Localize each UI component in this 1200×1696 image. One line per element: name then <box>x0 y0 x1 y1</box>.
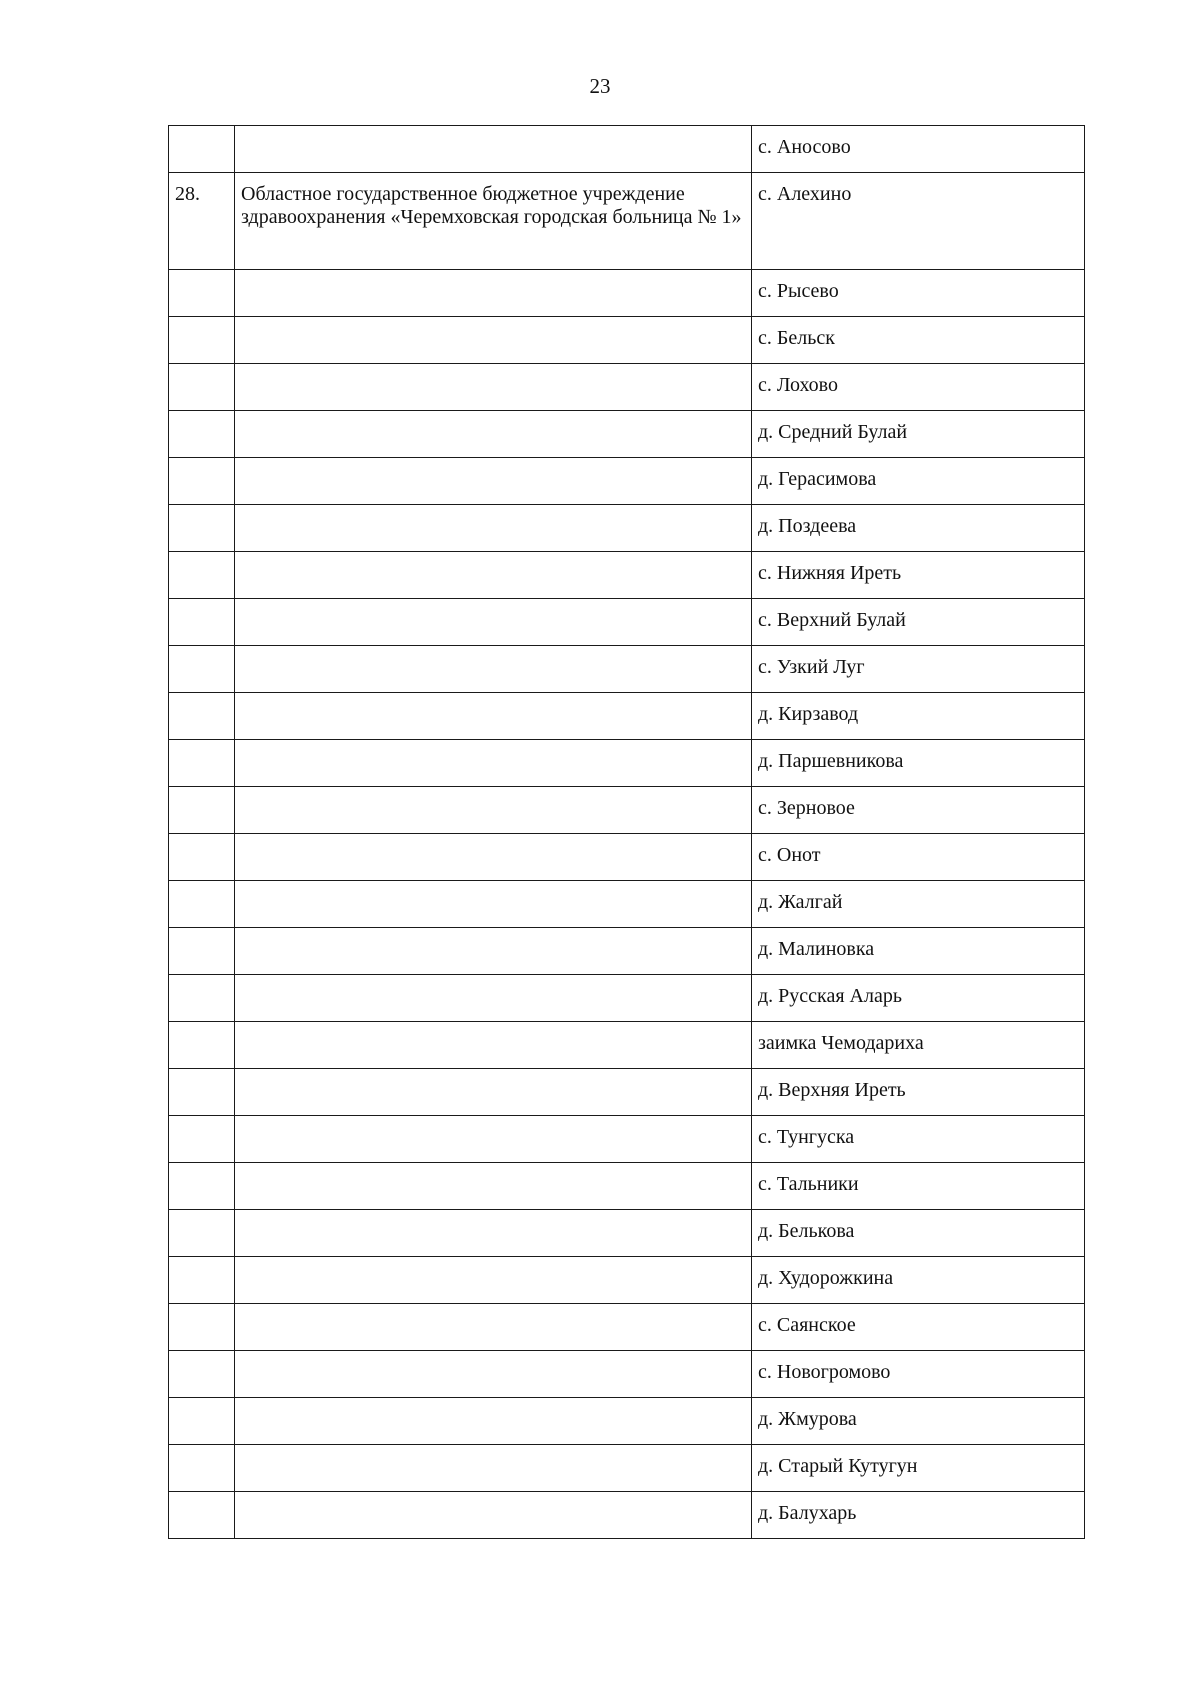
row-number-cell <box>169 317 235 364</box>
organization-cell <box>235 505 752 552</box>
table-row <box>169 1351 1085 1398</box>
settlement-cell: д. Паршевникова <box>752 740 1085 787</box>
settlement-cell: д. Верхняя Иреть <box>752 1069 1085 1116</box>
page-number: 23 <box>589 74 611 98</box>
organization-cell <box>235 1116 752 1163</box>
table-row <box>169 646 1085 693</box>
settlement-cell: с. Лохово <box>752 364 1085 411</box>
row-number-cell <box>169 552 235 599</box>
settlement-cell: д. Белькова <box>752 1210 1085 1257</box>
settlement-cell: с. Алехино <box>752 173 1085 270</box>
table-row <box>169 1163 1085 1210</box>
row-number-cell <box>169 364 235 411</box>
row-number-cell: 28. <box>169 173 235 270</box>
organization-cell <box>235 1398 752 1445</box>
table-row <box>169 458 1085 505</box>
settlement-cell: заимка Чемодариха <box>752 1022 1085 1069</box>
organization-cell <box>235 646 752 693</box>
settlement-cell: с. Онот <box>752 834 1085 881</box>
organization-cell <box>235 1445 752 1492</box>
row-number-cell <box>169 834 235 881</box>
settlement-cell: с. Аносово <box>752 126 1085 173</box>
organization-cell <box>235 270 752 317</box>
settlement-cell: с. Бельск <box>752 317 1085 364</box>
organization-cell <box>235 693 752 740</box>
row-number-cell <box>169 740 235 787</box>
table-body <box>169 126 1085 1539</box>
settlement-cell: с. Узкий Луг <box>752 646 1085 693</box>
settlement-cell: д. Кирзавод <box>752 693 1085 740</box>
settlement-cell: с. Саянское <box>752 1304 1085 1351</box>
settlement-cell: д. Герасимова <box>752 458 1085 505</box>
row-number-cell <box>169 693 235 740</box>
table-row <box>169 881 1085 928</box>
row-number-cell <box>169 458 235 505</box>
table-row <box>169 1069 1085 1116</box>
row-number-cell <box>169 1398 235 1445</box>
row-number-cell <box>169 1163 235 1210</box>
organization-cell <box>235 1022 752 1069</box>
settlement-cell: с. Нижняя Иреть <box>752 552 1085 599</box>
table-row <box>169 928 1085 975</box>
row-number-cell <box>169 599 235 646</box>
row-number-cell <box>169 928 235 975</box>
organization-cell <box>235 1351 752 1398</box>
organization-cell <box>235 928 752 975</box>
table-row <box>169 1304 1085 1351</box>
organization-cell <box>235 364 752 411</box>
organization-cell <box>235 599 752 646</box>
table-row <box>169 173 1085 270</box>
table-row <box>169 1210 1085 1257</box>
row-number-cell <box>169 1304 235 1351</box>
settlement-cell: с. Рысево <box>752 270 1085 317</box>
settlement-cell: д. Средний Булай <box>752 411 1085 458</box>
settlement-cell: с. Зерновое <box>752 787 1085 834</box>
organization-cell <box>235 787 752 834</box>
organization-cell <box>235 1069 752 1116</box>
table-row <box>169 787 1085 834</box>
settlement-cell: д. Жалгай <box>752 881 1085 928</box>
row-number-cell <box>169 126 235 173</box>
settlement-cell: с. Новогромово <box>752 1351 1085 1398</box>
table-row <box>169 740 1085 787</box>
table-row <box>169 411 1085 458</box>
table-row <box>169 1022 1085 1069</box>
table-row <box>169 834 1085 881</box>
organization-cell <box>235 1257 752 1304</box>
settlement-cell: д. Старый Кутугун <box>752 1445 1085 1492</box>
row-number-cell <box>169 1116 235 1163</box>
row-number-cell <box>169 1492 235 1539</box>
settlements-table <box>168 125 1085 1539</box>
row-number-cell <box>169 881 235 928</box>
settlement-cell: д. Малиновка <box>752 928 1085 975</box>
table-row <box>169 364 1085 411</box>
table-row <box>169 599 1085 646</box>
organization-cell <box>235 1163 752 1210</box>
settlement-cell: д. Поздеева <box>752 505 1085 552</box>
table-row <box>169 1116 1085 1163</box>
table-row <box>169 975 1085 1022</box>
row-number-cell <box>169 975 235 1022</box>
table-row <box>169 693 1085 740</box>
row-number-cell <box>169 1445 235 1492</box>
table-row <box>169 126 1085 173</box>
row-number-cell <box>169 646 235 693</box>
organization-cell <box>235 552 752 599</box>
table-row <box>169 1398 1085 1445</box>
row-number-cell <box>169 1351 235 1398</box>
table-row <box>169 1445 1085 1492</box>
settlement-cell: с. Верхний Булай <box>752 599 1085 646</box>
organization-cell <box>235 458 752 505</box>
organization-cell <box>235 881 752 928</box>
settlement-cell: д. Русская Аларь <box>752 975 1085 1022</box>
table-row <box>169 317 1085 364</box>
table-row <box>169 1492 1085 1539</box>
settlement-cell: д. Худорожкина <box>752 1257 1085 1304</box>
organization-cell <box>235 740 752 787</box>
settlement-cell: с. Тальники <box>752 1163 1085 1210</box>
row-number-cell <box>169 787 235 834</box>
organization-cell <box>235 1210 752 1257</box>
row-number-cell <box>169 270 235 317</box>
organization-cell <box>235 317 752 364</box>
organization-cell <box>235 411 752 458</box>
row-number-cell <box>169 411 235 458</box>
organization-cell <box>235 975 752 1022</box>
organization-cell <box>235 1492 752 1539</box>
table-row <box>169 270 1085 317</box>
organization-cell <box>235 126 752 173</box>
table-row <box>169 1257 1085 1304</box>
row-number-cell <box>169 1257 235 1304</box>
settlement-cell: д. Жмурова <box>752 1398 1085 1445</box>
settlement-cell: д. Балухарь <box>752 1492 1085 1539</box>
row-number-cell <box>169 1069 235 1116</box>
table-row <box>169 505 1085 552</box>
row-number-cell <box>169 1210 235 1257</box>
settlement-cell: с. Тунгуска <box>752 1116 1085 1163</box>
row-number-cell <box>169 1022 235 1069</box>
organization-cell <box>235 1304 752 1351</box>
row-number-cell <box>169 505 235 552</box>
table-row <box>169 552 1085 599</box>
organization-cell: Областное государственное бюджетное учреждение здравоохранения «Черемховская городская больница № 1» <box>235 173 752 270</box>
organization-cell <box>235 834 752 881</box>
